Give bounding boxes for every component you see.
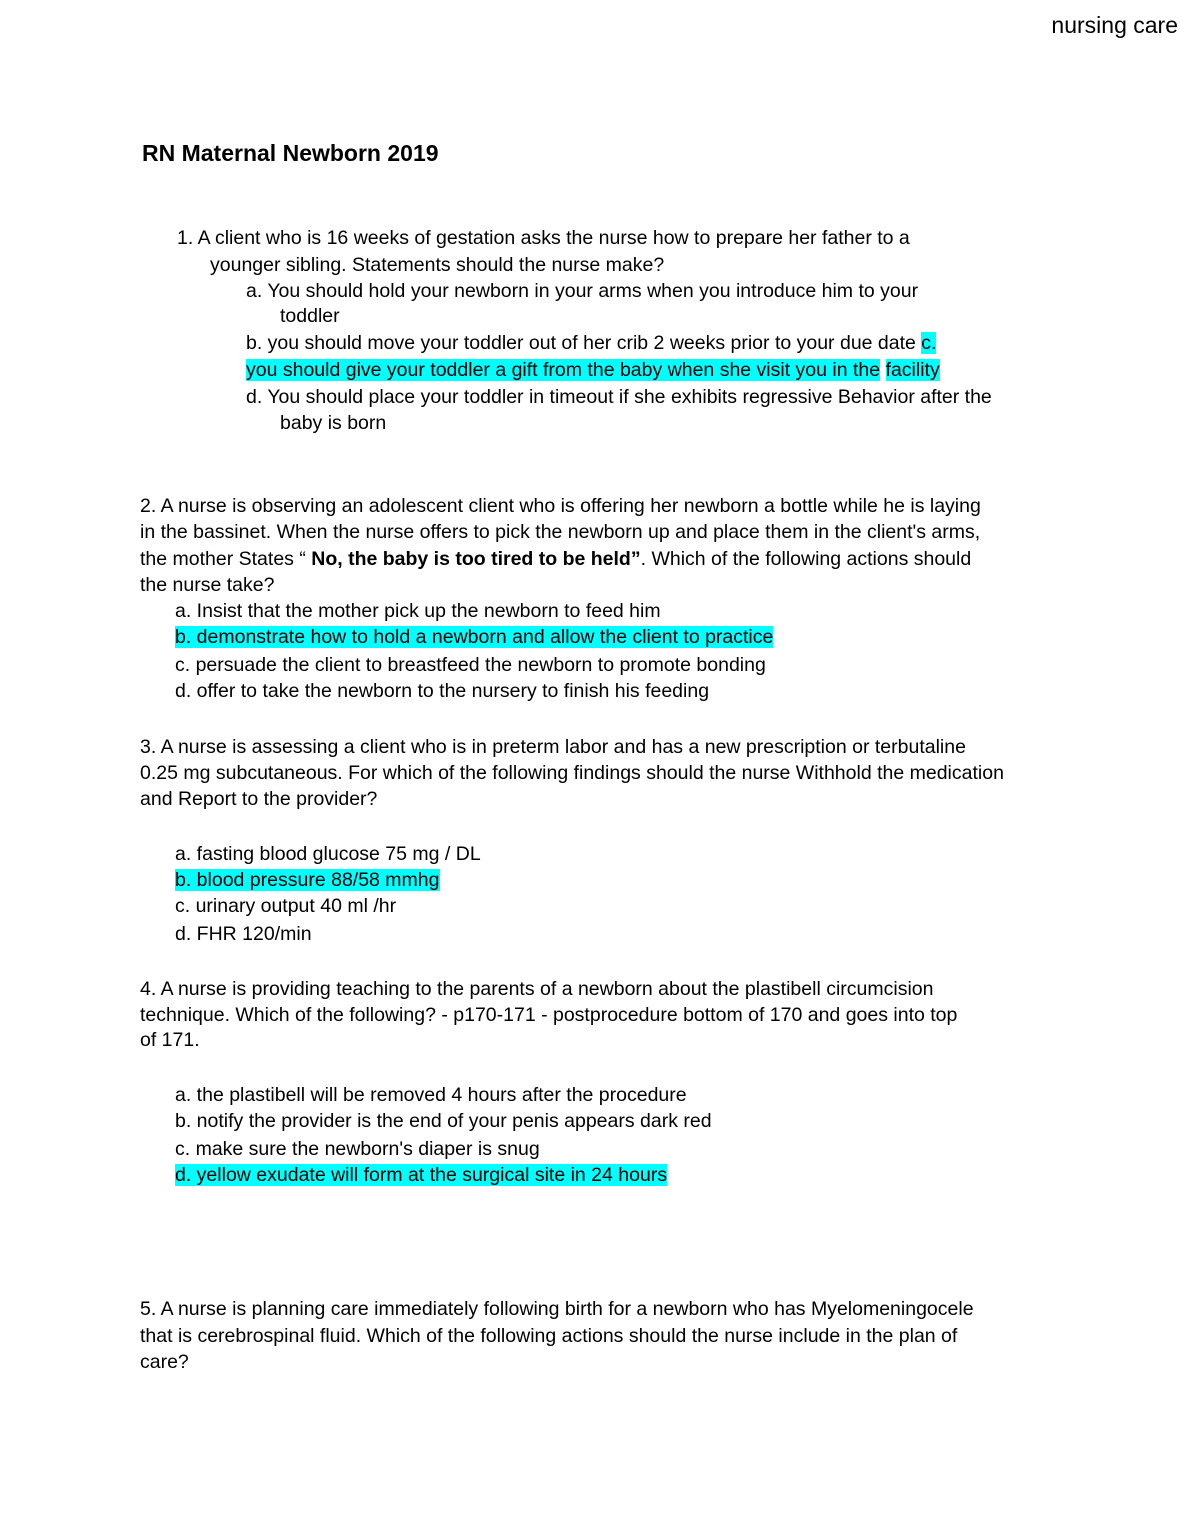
question-2-stem-line-3 (140, 546, 971, 572)
question-3-option-c: c. urinary output 40 ml /hr (175, 895, 397, 917)
question-2-option-b (175, 624, 773, 650)
question-4-option-c: c. make sure the newborn's diaper is snug (175, 1138, 540, 1160)
question-1-option-a-line-2: toddler (280, 305, 340, 327)
question-2-option-b-text: b. demonstrate how to hold a newborn and allow the client to practice (175, 626, 774, 648)
question-3-option-b-text: b. blood pressure 88/58 mmhg (175, 869, 440, 891)
question-1-option-c-end: facility (885, 359, 940, 381)
header-label: nursing care (1051, 12, 1178, 38)
question-4-stem-line-1: 4. A nurse is providing teaching to the parents of a newborn about the plastibell circumcision (140, 978, 934, 1000)
question-2-stem-pre: the mother States “ (140, 548, 312, 570)
question-5-stem-line-1: 5. A nurse is planning care immediately following birth for a newborn who has Myelomeningocele (140, 1298, 974, 1320)
question-2-stem-line-4: the nurse take? (140, 574, 275, 596)
question-3-stem-line-2: 0.25 mg subcutaneous. For which of the following findings should the nurse Withhold the medication (140, 762, 1004, 784)
question-4-option-d (175, 1162, 667, 1188)
question-2-quote: No, the baby is too tired to be held” (311, 548, 641, 570)
question-3-option-b (175, 867, 440, 893)
question-3-stem-line-3: and Report to the provider? (140, 788, 378, 810)
question-4-stem-line-2: technique. Which of the following? - p170-171 - postprocedure bottom of 170 and goes into top (140, 1004, 958, 1026)
question-2-option-d: d. offer to take the newborn to the nursery to finish his feeding (175, 680, 710, 702)
question-3-option-d: d. FHR 120/min (175, 923, 312, 945)
question-1-option-c-text: you should give your toddler a gift from the baby when she visit you in the (246, 359, 881, 381)
question-4-stem-line-3: of 171. (140, 1029, 200, 1051)
question-1-stem-line-1: 1. A client who is 16 weeks of gestation asks the nurse how to prepare her father to a (177, 227, 910, 249)
question-1-stem-line-2: younger sibling. Statements should the nurse make? (210, 254, 665, 276)
question-1-option-d-line-1: d. You should place your toddler in timeout if she exhibits regressive Behavior after the (246, 386, 992, 408)
question-2-option-c: c. persuade the client to breastfeed the newborn to promote bonding (175, 654, 766, 676)
question-2-stem-line-1: 2. A nurse is observing an adolescent client who is offering her newborn a bottle while he is laying (140, 495, 981, 517)
question-2-stem-line-2: in the bassinet. When the nurse offers to pick the newborn up and place them in the client's arms, (140, 521, 981, 543)
question-3-option-a: a. fasting blood glucose 75 mg / DL (175, 843, 481, 865)
question-1-option-c-marker: c. (921, 332, 937, 354)
question-2-stem-post: . Which of the following actions should (640, 548, 972, 570)
question-1-option-b-text: b. you should move your toddler out of her crib 2 weeks prior to your due date (246, 332, 922, 354)
question-2-option-a: a. Insist that the mother pick up the newborn to feed him (175, 600, 661, 622)
question-1-option-d-line-2: baby is born (280, 412, 387, 434)
question-4-option-b: b. notify the provider is the end of your penis appears dark red (175, 1110, 712, 1132)
question-3-stem-line-1: 3. A nurse is assessing a client who is in preterm labor and has a new prescription or terbutaline (140, 736, 966, 758)
question-5-stem-line-2: that is cerebrospinal fluid. Which of the following actions should the nurse include in the plan of (140, 1325, 958, 1347)
question-5-stem-line-3: care? (140, 1351, 189, 1373)
question-1-option-c-line (246, 357, 940, 383)
question-1-option-a-line-1: a. You should hold your newborn in your arms when you introduce him to your (246, 280, 919, 302)
question-4-option-d-text: d. yellow exudate will form at the surgical site in 24 hours (175, 1164, 668, 1186)
question-1-option-b (246, 330, 936, 356)
page-title: RN Maternal Newborn 2019 (142, 140, 439, 166)
question-4-option-a: a. the plastibell will be removed 4 hours after the procedure (175, 1084, 687, 1106)
